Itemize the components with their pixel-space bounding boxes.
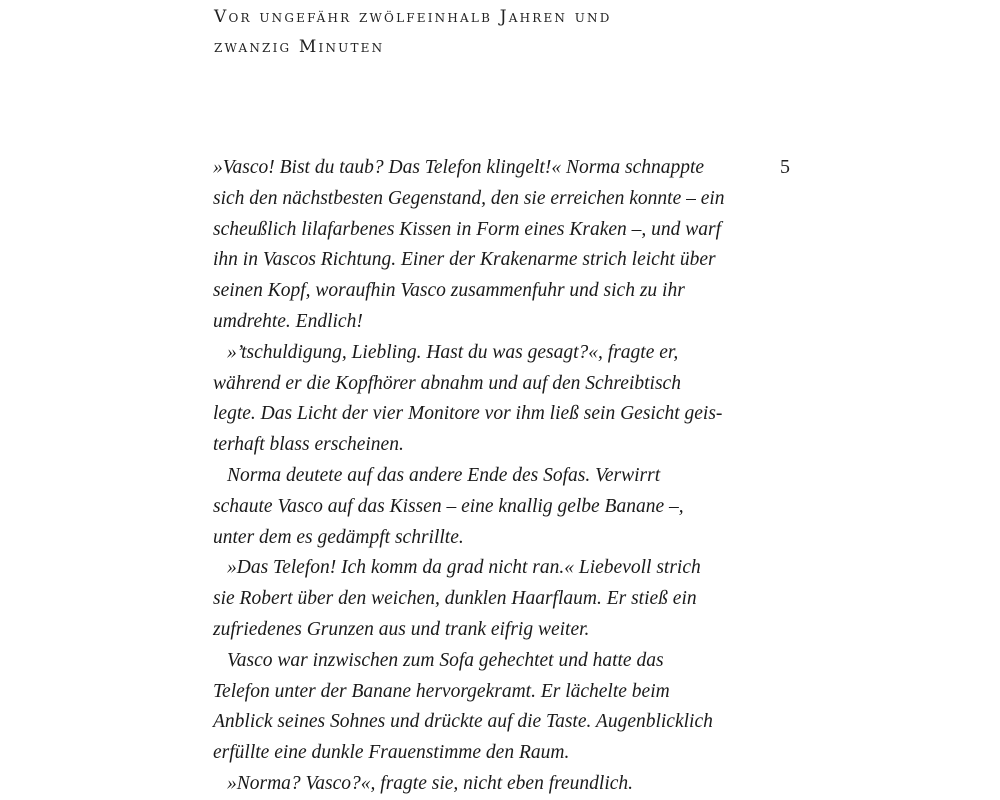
text-line: »Vasco! Bist du taub? Das Telefon klingelt!« Norma schnappte — [213, 157, 705, 178]
body-text — [213, 153, 753, 800]
chapter-heading-line-1: Vor ungefähr zwölfeinhalb Jahren und — [214, 7, 612, 27]
text-line: ihn in Vascos Richtung. Einer der Krakenarme strich leicht über — [213, 249, 716, 271]
chapter-heading-line-2: zwanzig Minuten — [214, 37, 385, 57]
text-line: erfüllte eine dunkle Frauenstimme den Raum. — [213, 742, 570, 764]
text-line: sie Robert über den weichen, dunklen Haarflaum. Er stieß ein — [213, 588, 697, 610]
chapter-heading — [214, 2, 734, 62]
text-line: zufriedenes Grunzen aus und trank eifrig weiter. — [213, 618, 590, 640]
text-line: unter dem es gedämpft schrillte. — [213, 526, 464, 548]
text-line: Telefon unter der Banane hervorgekramt. Er lächelte beim — [213, 680, 670, 702]
text-line: sich den nächstbesten Gegenstand, den sie erreichen konnte – ein — [213, 187, 725, 209]
text-line: während er die Kopfhörer abnahm und auf den Schreibtisch — [213, 372, 681, 394]
text-line: umdrehte. Endlich! — [213, 310, 363, 332]
text-line: Anblick seines Sohnes und drückte auf die Taste. Augenblicklich — [213, 711, 713, 733]
text-line: terhaft blass erscheinen. — [213, 434, 404, 456]
text-line: »Das Telefon! Ich komm da grad nicht ran.« Liebevoll strich — [227, 557, 701, 579]
text-line: schaute Vasco auf das Kissen – eine knallig gelbe Banane –, — [213, 495, 684, 517]
text-line: »’tschuldigung, Liebling. Hast du was gesagt?«, fragte er, — [227, 341, 679, 363]
text-line: Vasco war inzwischen zum Sofa gehechtet und hatte das — [227, 649, 664, 671]
text-line: Norma deutete auf das andere Ende des Sofas. Verwirrt — [227, 464, 661, 486]
page-number: 5 — [780, 156, 790, 178]
text-line: »Norma? Vasco?«, fragte sie, nicht eben freundlich. — [227, 772, 634, 794]
text-line: scheußlich lilafarbenes Kissen in Form eines Kraken –, und warf — [213, 218, 722, 240]
text-line: legte. Das Licht der vier Monitore vor ihm ließ sein Gesicht geis- — [213, 403, 723, 425]
text-line: seinen Kopf, woraufhin Vasco zusammenfuhr und sich zu ihr — [213, 280, 685, 302]
